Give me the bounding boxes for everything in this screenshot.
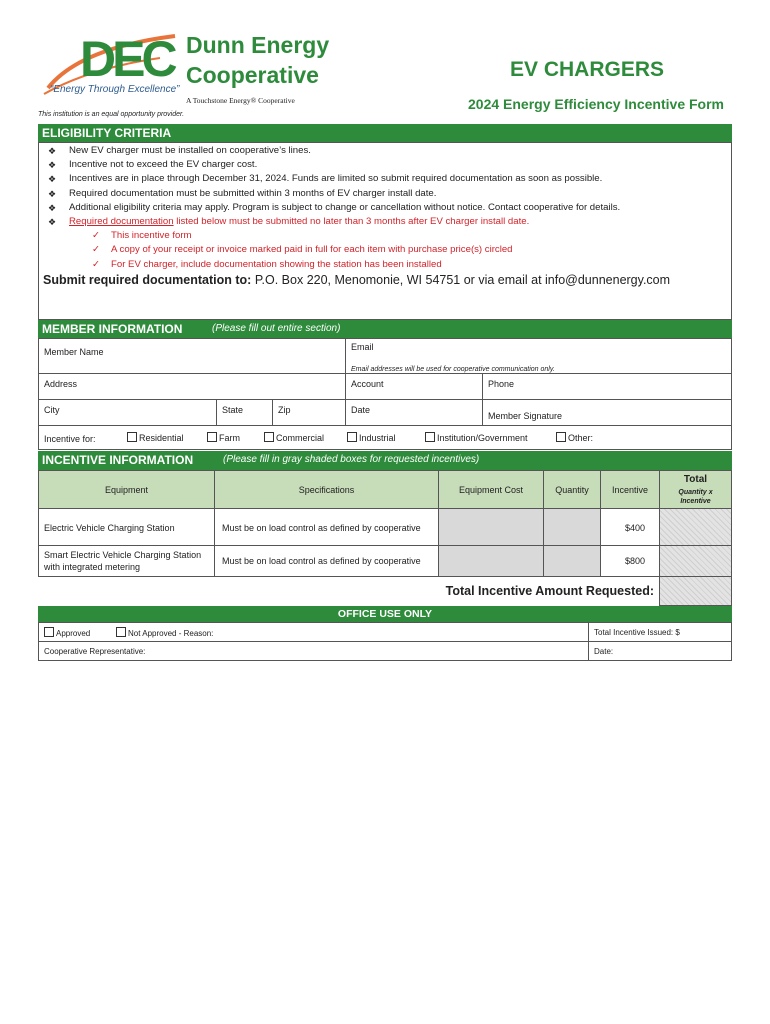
required-docs-link[interactable]: Required documentation	[69, 216, 174, 228]
equipment-cost-input-1[interactable]	[438, 508, 544, 546]
signature-field[interactable]	[482, 399, 732, 426]
phone-label: Phone	[488, 379, 515, 389]
checkbox-icon	[347, 432, 357, 442]
list-item: ✓ For EV charger, include documentation showing the station has been installed	[39, 258, 731, 272]
diamond-bullet-icon: ❖	[48, 188, 57, 199]
table-row-spec: Must be on load control as defined by cooperative	[214, 508, 439, 546]
zip-label: Zip	[278, 405, 291, 415]
commercial-checkbox[interactable]: Commercial	[264, 432, 324, 443]
checkbox-icon	[556, 432, 566, 442]
account-field[interactable]	[345, 373, 483, 400]
total-issued-field[interactable]: Total Incentive Issued: $	[588, 622, 732, 642]
org-name-line2: Cooperative	[186, 62, 319, 88]
checkmark-icon: ✓	[92, 230, 101, 242]
residential-checkbox[interactable]: Residential	[127, 432, 184, 443]
total-input-1[interactable]	[659, 508, 732, 546]
address-field[interactable]	[38, 373, 346, 400]
org-name-line1: Dunn Energy	[186, 32, 330, 58]
list-item: ❖ Required documentation listed below must be submitted no later than 3 months after EV charger install date.	[39, 215, 731, 229]
form-subtitle: 2024 Energy Efficiency Incentive Form	[468, 96, 724, 112]
industrial-checkbox[interactable]: Industrial	[347, 432, 396, 443]
checkbox-icon	[207, 432, 217, 442]
col-quantity: Quantity	[543, 470, 601, 509]
farm-checkbox[interactable]: Farm	[207, 432, 240, 443]
eligibility-heading: ELIGIBILITY CRITERIA	[42, 126, 172, 140]
email-field[interactable]	[345, 338, 732, 374]
eligibility-header	[38, 124, 732, 142]
list-item: ❖ Required documentation must be submitted within 3 months of EV charger install date.	[39, 187, 731, 201]
quantity-input-1[interactable]	[543, 508, 601, 546]
city-field[interactable]	[38, 399, 217, 426]
date-field[interactable]	[345, 399, 483, 426]
touchstone-text: A Touchstone Energy® Cooperative	[186, 96, 295, 105]
member-heading: MEMBER INFORMATION	[42, 322, 183, 336]
checkbox-icon	[116, 627, 126, 637]
list-item: ❖ Incentive not to exceed the EV charger cost.	[39, 158, 731, 172]
account-label: Account	[351, 379, 384, 389]
diamond-bullet-icon: ❖	[48, 146, 57, 156]
office-approval-field	[38, 622, 589, 642]
eligibility-box	[38, 142, 732, 320]
address-label: Address	[44, 379, 78, 389]
date-label: Date	[351, 405, 371, 415]
incentive-header	[38, 451, 732, 470]
diamond-bullet-icon: ❖	[48, 160, 57, 171]
approved-checkbox[interactable]: Approved	[44, 627, 90, 638]
incentive-for-label: Incentive for:	[44, 434, 96, 444]
checkbox-icon	[127, 432, 137, 442]
signature-label: Member Signature	[488, 411, 563, 421]
member-note: (Please fill out entire section)	[212, 323, 341, 334]
table-row-spec: Must be on load control as defined by cooperative	[214, 545, 439, 577]
state-field[interactable]	[216, 399, 273, 426]
checkbox-icon	[264, 432, 274, 442]
office-header	[38, 606, 732, 622]
email-label: Email	[351, 342, 374, 352]
other-checkbox[interactable]: Other:	[556, 432, 593, 443]
incentive-for-row	[38, 425, 732, 450]
logo	[40, 28, 340, 113]
slogan: “Energy Through Excellence”	[50, 84, 180, 95]
col-equipment-cost: Equipment Cost	[438, 470, 544, 509]
institution-checkbox[interactable]: Institution/Government	[425, 432, 528, 443]
diamond-bullet-icon: ❖	[48, 174, 57, 185]
zip-field[interactable]	[272, 399, 346, 426]
representative-field[interactable]: Cooperative Representative:	[38, 641, 589, 661]
office-date-field[interactable]: Date:	[588, 641, 732, 661]
submit-instructions: Submit required documentation to: P.O. Box 220, Menomonie, WI 54751 or via email at info@dunnenergy.com	[43, 273, 671, 287]
form-title: EV CHARGERS	[509, 58, 664, 81]
col-specifications: Specifications	[214, 470, 439, 509]
quantity-input-2[interactable]	[543, 545, 601, 577]
checkmark-icon: ✓	[92, 258, 101, 270]
equal-opportunity-note: This institution is an equal opportunity provider.	[38, 111, 185, 118]
not-approved-checkbox[interactable]: Not Approved - Reason:	[116, 627, 213, 638]
office-heading: OFFICE USE ONLY	[337, 608, 433, 620]
member-name-field[interactable]	[38, 338, 346, 374]
list-item: ❖ New EV charger must be installed on cooperative’s lines.	[39, 144, 731, 158]
list-item: ✓ This incentive form	[39, 229, 731, 243]
incentive-value-2: $800	[600, 545, 660, 577]
diamond-bullet-icon: ❖	[48, 202, 57, 213]
col-incentive: Incentive	[600, 470, 660, 509]
checkbox-icon	[425, 432, 435, 442]
list-item: ❖ Additional eligibility criteria may apply. Program is subject to change or cancellation without notice. Contact cooperative for details.	[39, 201, 731, 215]
checkmark-icon: ✓	[92, 244, 101, 256]
incentive-note: (Please fill in gray shaded boxes for requested incentives)	[223, 454, 480, 465]
member-header	[38, 320, 732, 338]
state-label: State	[222, 405, 244, 415]
phone-field[interactable]	[482, 373, 732, 400]
incentive-value-1: $400	[600, 508, 660, 546]
logo-initials: DEC	[80, 31, 174, 87]
total-amount-input[interactable]	[659, 576, 732, 606]
checkbox-icon	[44, 627, 54, 637]
col-equipment: Equipment	[38, 470, 215, 509]
diamond-bullet-icon: ❖	[48, 217, 57, 228]
email-note: Email addresses will be used for cooperative communication only.	[351, 366, 555, 373]
list-item: ✓ A copy of your receipt or invoice marked paid in full for each item with purchase price(s) circled	[39, 243, 731, 257]
equipment-cost-input-2[interactable]	[438, 545, 544, 577]
table-row-equipment: Electric Vehicle Charging Station	[38, 508, 215, 546]
city-label: City	[44, 405, 60, 415]
member-name-label: Member Name	[44, 347, 104, 357]
incentive-heading: INCENTIVE INFORMATION	[42, 453, 194, 467]
total-label: Total Incentive Amount Requested:	[445, 584, 654, 598]
total-input-2[interactable]	[659, 545, 732, 577]
eligibility-list	[39, 144, 731, 272]
table-row-equipment: Smart Electric Vehicle Charging Station with integrated metering	[38, 545, 215, 577]
list-item: ❖ Incentives are in place through December 31, 2024. Funds are limited so submit required documentation as soon as possible.	[39, 172, 731, 186]
col-total: Total Quantity x Incentive	[659, 470, 732, 509]
